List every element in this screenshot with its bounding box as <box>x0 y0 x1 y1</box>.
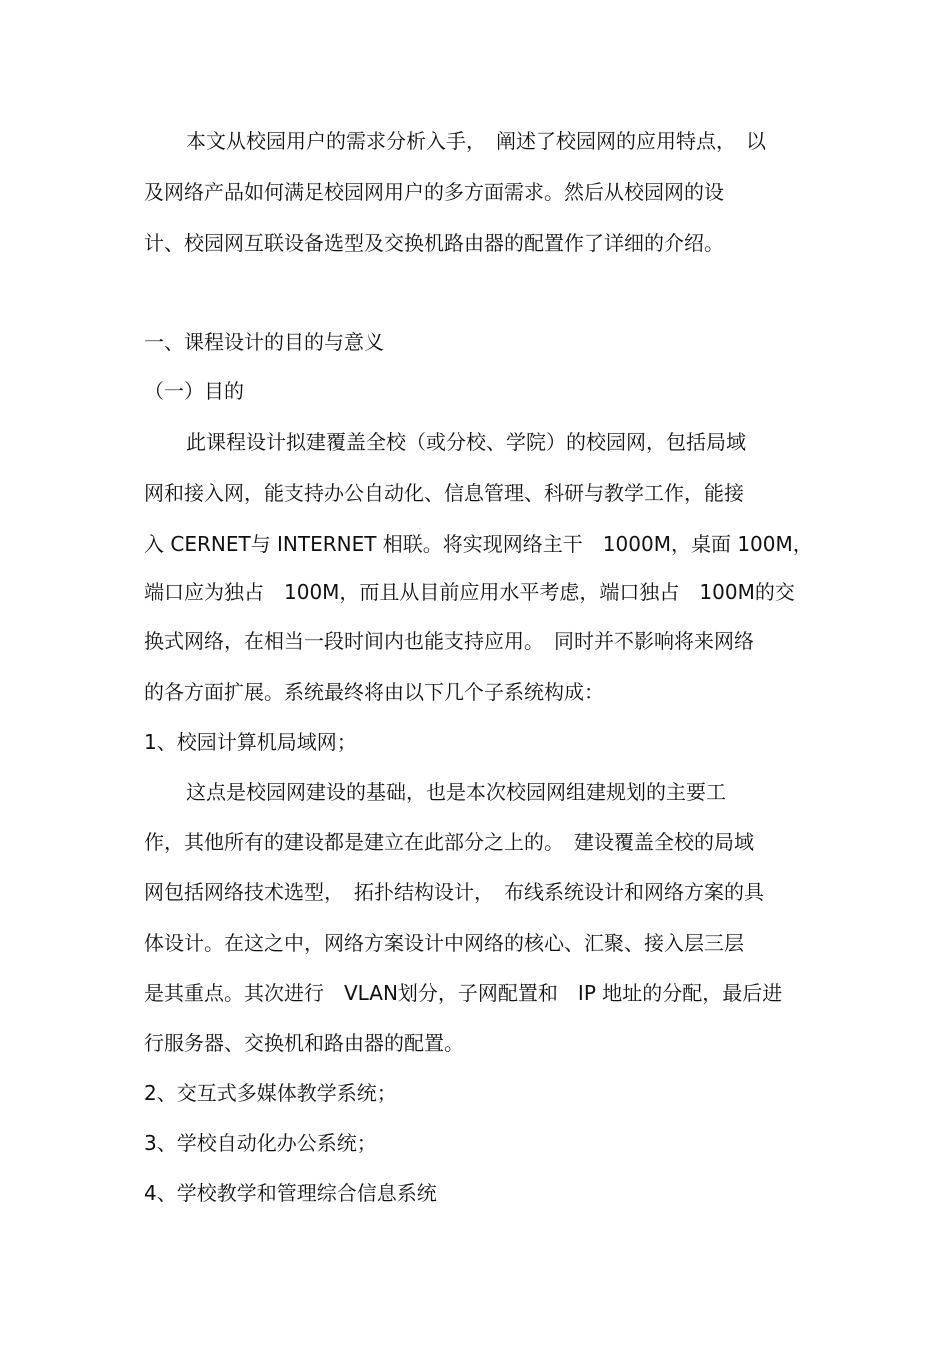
paragraph-line: 是其重点。其次进行 VLAN划分，子网配置和 IP 地址的分配，最后进 <box>144 981 783 1005</box>
paragraph-line: 行服务器、交换机和路由器的配置。 <box>144 1031 464 1055</box>
abstract-line: 及网络产品如何满足校园网用户的多方面需求。然后从校园网的设 <box>144 180 724 204</box>
paragraph-line: 体设计。在这之中，网络方案设计中网络的核心、汇聚、接入层三层 <box>144 931 744 955</box>
paragraph-line: 作，其他所有的建设都是建立在此部分之上的。 建设覆盖全校的局域 <box>144 830 754 854</box>
list-item: 2、交互式多媒体教学系统； <box>144 1081 397 1105</box>
paragraph-line: 网包括网络技术选型， 拓扑结构设计， 布线系统设计和网络方案的具 <box>144 880 764 904</box>
section-title: 一、课程设计的目的与意义 <box>144 330 384 354</box>
paragraph-line: 网和接入网，能支持办公自动化、信息管理、科研与教学工作，能接 <box>144 481 744 505</box>
subsection-title: （一）目的 <box>144 379 244 403</box>
list-item: 1、校园计算机局域网； <box>144 730 357 754</box>
paragraph-line: 端口应为独占 100M，而且从目前应用水平考虑，端口独占 100M的交 <box>144 580 795 604</box>
list-item: 3、学校自动化办公系统； <box>144 1131 377 1155</box>
abstract-line: 本文从校园用户的需求分析入手， 阐述了校园网的应用特点， 以 <box>186 129 766 153</box>
paragraph-line: 的各方面扩展。系统最终将由以下几个子系统构成： <box>144 680 604 704</box>
abstract-line: 计、校园网互联设备选型及交换机路由器的配置作了详细的介绍。 <box>144 231 724 255</box>
paragraph-line: 此课程设计拟建覆盖全校（或分校、学院）的校园网，包括局域 <box>186 430 746 454</box>
paragraph-line: 入 CERNET与 INTERNET 相联。将实现网络主干 1000M，桌面 100M， <box>144 532 813 556</box>
list-item: 4、学校教学和管理综合信息系统 <box>144 1181 437 1205</box>
paragraph-line: 换式网络，在相当一段时间内也能支持应用。 同时并不影响将来网络 <box>144 629 754 653</box>
paragraph-line: 这点是校园网建设的基础，也是本次校园网组建规划的主要工 <box>186 780 726 804</box>
